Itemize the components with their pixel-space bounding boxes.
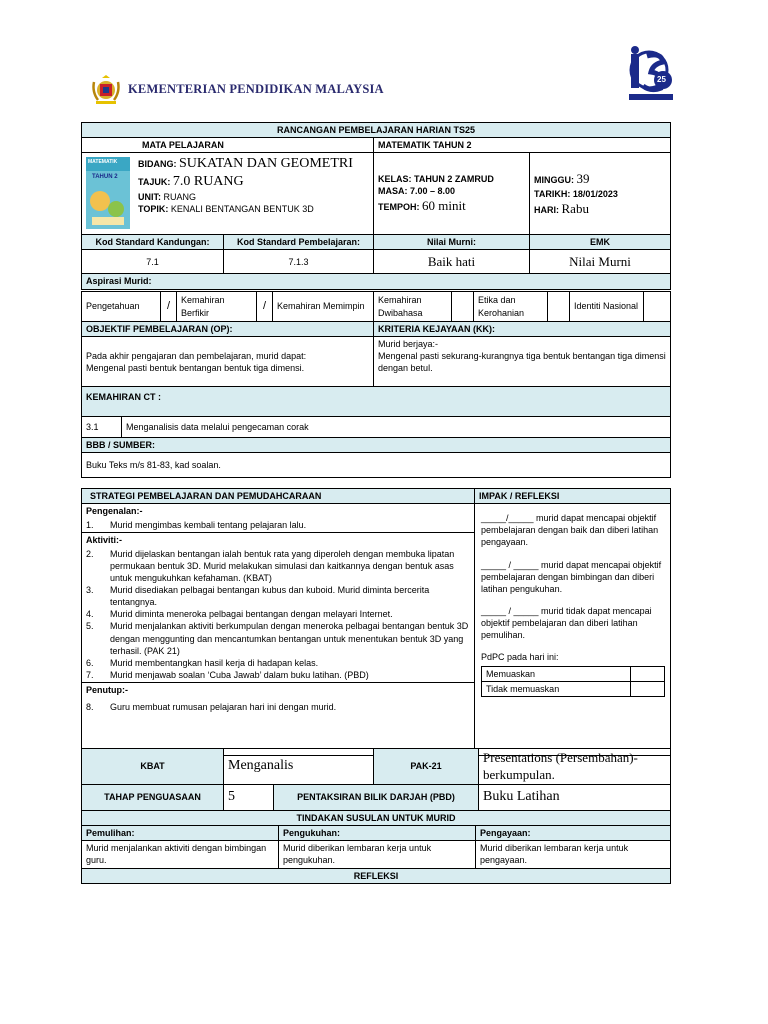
pdpc-memuaskan-checkbox[interactable] — [631, 666, 665, 681]
mata-pelajaran-label: MATA PELAJARAN — [82, 138, 374, 153]
ksp-label: Kod Standard Pembelajaran: — [224, 235, 374, 250]
aspirasi-dwibahasa: Kemahiran Dwibahasa — [374, 292, 452, 322]
ksp-value: 7.1.3 — [224, 250, 374, 274]
item-text: Murid disediakan pelbagai bentangan kubus dan kuboid. Murid diminta bercerita tentangnya. — [110, 584, 430, 608]
pemulihan-text: Murid menjalankan aktiviti dengan bimbingan guru. — [82, 841, 279, 869]
kk-line-1: Murid berjaya:- — [378, 339, 439, 350]
tindakan-label: TINDAKAN SUSULAN UNTUK MURID — [82, 811, 671, 826]
item-number: 2. — [86, 548, 94, 559]
pbd-label: PENTAKSIRAN BILIK DARJAH (PBD) — [274, 785, 479, 811]
pengayaan-label: Pengayaan: — [476, 826, 671, 841]
item-number: 6. — [86, 657, 94, 668]
aktiviti-item — [86, 584, 470, 608]
pengayaan-text: Murid diberikan lembaran kerja untuk pengayaan. — [476, 841, 671, 869]
masa-label: MASA: — [378, 186, 408, 196]
item-number: 3. — [86, 584, 94, 595]
hari-label: HARI: — [534, 204, 559, 215]
pdpc-label: PdPC pada hari ini: — [481, 652, 559, 663]
aspirasi-identiti-mark[interactable] — [644, 292, 671, 322]
aspirasi-berfikir-mark[interactable]: / — [257, 292, 273, 322]
aspirasi-etika: Etika dan Kerohanian — [474, 292, 548, 322]
tajuk-value: 7.0 RUANG — [172, 174, 244, 190]
item-text: Murid menjalankan aktiviti berkumpulan dengan meneroka pelbagai bentangan bentuk 3D dengan menggunting dan mencantumkan bentangan untuk menentukan bentuk 3D yang terhasil. (PAK 21) — [110, 621, 469, 656]
ct-label: KEMAHIRAN CT : — [82, 387, 671, 417]
masa-value: 7.00 – 8.00 — [410, 186, 456, 196]
aspirasi-dwibahasa-mark[interactable] — [452, 292, 474, 322]
emk-value: Nilai Murni — [530, 250, 671, 274]
item-number: 8. — [86, 702, 94, 713]
hari-value: Rabu — [561, 200, 589, 216]
item-text: Guru membuat rumusan pelajaran hari ini dengan murid. — [110, 702, 337, 713]
ts25-logo-number: 25 — [657, 75, 666, 84]
textbook-cover — [86, 157, 130, 229]
nilai-value: Baik hati — [374, 250, 530, 274]
aktiviti-item — [86, 548, 470, 584]
impak-line-1: _____/_____ murid dapat mencapai objektif pembelajaran dengan baik dan diberi latihan pengayaan. — [481, 513, 659, 548]
item-number: 7. — [86, 669, 94, 680]
class-details — [374, 153, 530, 235]
impak-label: IMPAK / REFLEKSI — [475, 489, 671, 504]
aspirasi-berfikir: Kemahiran Berfikir — [177, 292, 257, 322]
aspirasi-identiti: Identiti Nasional — [570, 292, 644, 322]
ct-text: Menganalisis data melalui pengecaman corak — [122, 417, 671, 438]
kbat-value: Menganalis — [224, 749, 374, 785]
aspirasi-table — [81, 291, 671, 322]
item-text: Murid dijelaskan bentangan ialah bentuk rata yang diperoleh dengan membuka lipatan permukaan bentuk 3D. Murid melakukan simulasi dan kaitkannya dengan bentuk asas untuk mengukuhkan kefahaman. (KBAT) — [110, 548, 455, 583]
refleksi-label: REFLEKSI — [82, 869, 671, 884]
item-text: Murid mengimbas kembali tentang pelajaran lalu. — [110, 520, 307, 531]
emk-label: EMK — [530, 235, 671, 250]
item-number: 4. — [86, 609, 94, 620]
kbat-label: KBAT — [82, 749, 224, 785]
item-text: Murid diminta meneroka pelbagai bentangan dengan melayari Internet. — [110, 609, 393, 620]
aktiviti-label: Aktiviti:- — [86, 535, 122, 546]
impak-line-2: _____ / _____ murid dapat mencapai objektif pembelajaran dengan bimbingan dan diberi latihan pengukuhan. — [481, 559, 662, 594]
pak21-value: Presentations (Persembahan)-berkumpulan. — [479, 749, 671, 785]
lesson-plan-table — [81, 122, 671, 290]
aspirasi-label: Aspirasi Murid: — [82, 274, 671, 289]
malaysia-crest-icon — [90, 74, 122, 106]
ministry-name: KEMENTERIAN PENDIDIKAN MALAYSIA — [128, 82, 384, 96]
bidang-value: SUKATAN DAN GEOMETRI — [179, 156, 353, 172]
pbd-value: Buku Latihan — [479, 785, 671, 811]
item-text: Murid menjawab soalan ‘Cuba Jawab’ dalam buku latihan. (PBD) — [110, 669, 369, 680]
tempoh-label: TEMPOH: — [378, 202, 420, 213]
pengukuhan-label: Pengukuhan: — [279, 826, 476, 841]
ksk-label: Kod Standard Kandungan: — [82, 235, 224, 250]
aspirasi-memimpin: Kemahiran Memimpin — [273, 292, 374, 322]
pdpc-memuaskan: Memuaskan — [482, 666, 631, 681]
aktiviti-item — [86, 608, 470, 620]
kk-line-2: Mengenal pasti sekurang-kurangnya tiga bentuk bentangan tiga dimensi dengan betul. — [378, 351, 666, 374]
item-text: Murid membentangkan hasil kerja di hadapan kelas. — [110, 657, 319, 668]
subject-details — [82, 153, 374, 235]
nilai-label: Nilai Murni: — [374, 235, 530, 250]
op-label: OBJEKTIF PEMBELAJARAN (OP): — [82, 322, 374, 337]
pengenalan-label: Pengenalan:- — [86, 506, 143, 517]
pengukuhan-text: Murid diberikan lembaran kerja untuk pengukuhan. — [279, 841, 476, 869]
kk-label: KRITERIA KEJAYAAN (KK): — [374, 322, 671, 337]
tempoh-value: 60 minit — [422, 198, 466, 214]
kelas-label: KELAS: — [378, 173, 412, 184]
item-number: 5. — [86, 621, 94, 632]
topik-label: TOPIK: — [138, 204, 169, 215]
bbb-text: Buku Teks m/s 81-83, kad soalan. — [82, 453, 671, 478]
bidang-label: BIDANG: — [138, 159, 177, 170]
penutup-item — [86, 701, 470, 713]
pak21-label: PAK-21 — [374, 749, 479, 785]
op-line-2: Mengenal pasti bentuk bentangan bentuk tiga dimensi. — [86, 362, 305, 373]
textbook-subtitle: TAHUN 2 — [92, 174, 118, 181]
aktiviti-item — [86, 657, 470, 669]
strategi-label: STRATEGI PEMBELAJARAN DAN PEMUDAHCARAAN — [82, 489, 475, 504]
aspirasi-etika-mark[interactable] — [548, 292, 570, 322]
unit-value: RUANG — [163, 192, 197, 203]
textbook-title: MATEMATIK — [88, 159, 118, 166]
tajuk-label: TAJUK: — [138, 177, 171, 188]
ksk-value: 7.1 — [82, 250, 224, 274]
tahap-label: TAHAP PENGUASAAN — [82, 785, 224, 811]
item-number: 1. — [86, 520, 94, 531]
op-line-1: Pada akhir pengajaran dan pembelajaran, murid dapat: — [86, 350, 307, 361]
tahap-value: 5 — [224, 785, 274, 811]
bbb-label: BBB / SUMBER: — [82, 438, 671, 453]
pengenalan-item — [86, 519, 470, 531]
pemulihan-label: Pemulihan: — [82, 826, 279, 841]
minggu-value: 39 — [576, 171, 590, 187]
unit-label: UNIT: — [138, 192, 161, 203]
tarikh-label: TARIKH: — [534, 188, 571, 199]
aktiviti-item — [86, 620, 470, 656]
pdpc-options — [481, 666, 665, 697]
ts25-logo — [627, 44, 675, 102]
mata-pelajaran-value: MATEMATIK TAHUN 2 — [374, 138, 671, 153]
ministry-header — [90, 70, 690, 110]
impak-line-3: _____ / _____ murid tidak dapat mencapai objektif pembelajaran dan diberi latihan pemulihan. — [481, 605, 652, 641]
aspirasi-pengetahuan: Pengetahuan — [82, 292, 161, 322]
kelas-value: TAHUN 2 ZAMRUD — [414, 173, 494, 184]
penutup-label: Penutup:- — [86, 685, 128, 696]
assessment-table — [81, 748, 671, 811]
topik-value: KENALI BENTANGAN BENTUK 3D — [170, 204, 314, 215]
title-row — [82, 123, 671, 138]
textbook-cover-icon — [86, 157, 130, 229]
pdpc-tidak-memuaskan-checkbox[interactable] — [631, 681, 665, 696]
strategy-table — [81, 488, 671, 756]
aktiviti-item — [86, 669, 470, 681]
form-title: RANCANGAN PEMBELAJARAN HARIAN TS25 — [82, 123, 671, 138]
tarikh-value: 18/01/2023 — [572, 188, 618, 199]
aspirasi-pengetahuan-mark[interactable]: / — [161, 292, 177, 322]
date-details — [530, 153, 671, 235]
follow-up-table — [81, 810, 671, 884]
objectives-table — [81, 321, 671, 478]
pdpc-tidak-memuaskan: Tidak memuaskan — [482, 681, 631, 696]
minggu-label: MINGGU: — [534, 175, 574, 186]
ct-code: 3.1 — [82, 417, 122, 438]
ts25-logo-icon — [627, 44, 675, 102]
